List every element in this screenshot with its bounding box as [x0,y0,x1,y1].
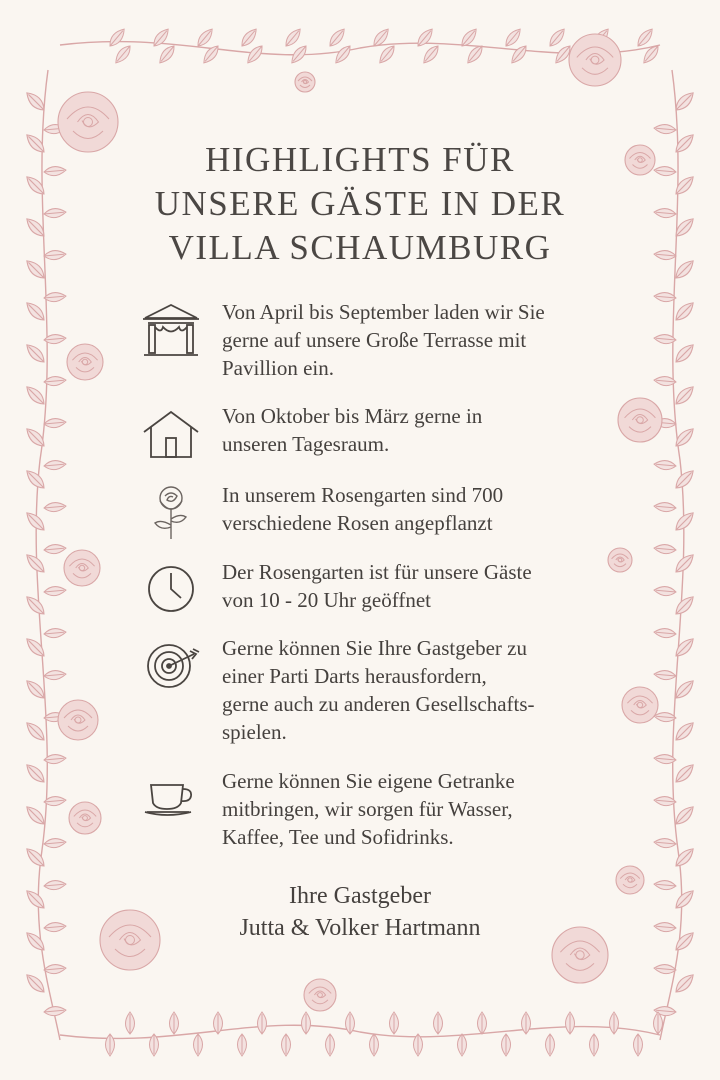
text-line: einer Parti Darts herausfordern, [222,664,487,688]
signature [160,880,560,944]
title-line-1: HIGHLIGHTS FÜR [205,140,515,179]
text-line: verschiedene Rosen angepflanzt [222,511,493,535]
signature-line-2: Jutta & Volker Hartmann [239,915,481,941]
highlight-text [222,558,594,614]
highlight-text [222,402,594,458]
pavilion-icon [140,298,202,360]
text-line: Gerne können Sie Ihre Gastgeber zu [222,636,527,660]
highlight-text [222,767,594,851]
darts-target-icon [140,634,202,696]
text-line: von 10 - 20 Uhr geöffnet [222,588,431,612]
clock-icon [140,558,202,620]
rose-icon [140,481,202,543]
text-line: gerne auf unsere Große Terrasse mit [222,328,527,352]
text-line: Gerne können Sie eigene Getranke [222,769,515,793]
coffee-cup-icon [140,767,202,829]
text-line: Von April bis September laden wir Sie [222,300,545,324]
highlight-text [222,481,594,537]
text-line: In unserem Rosengarten sind 700 [222,483,504,507]
text-line: unseren Tagesraum. [222,432,390,456]
text-line: Der Rosengarten ist für unsere Gäste [222,560,532,584]
page-title [100,138,620,270]
house-icon [140,402,202,464]
text-line: Kaffee, Tee und Sofidrinks. [222,825,454,849]
title-line-2: UNSERE GÄSTE IN DER [154,184,566,223]
text-line: spielen. [222,720,287,744]
text-line: Pavillion ein. [222,356,334,380]
title-line-3: VILLA SCHAUMBURG [168,228,552,267]
signature-line-1: Ihre Gastgeber [289,883,431,909]
text-line: mitbringen, wir sorgen für Wasser, [222,797,513,821]
text-line: gerne auch zu anderen Gesellschafts- [222,692,535,716]
text-line: Von Oktober bis März gerne in [222,404,483,428]
highlight-text [222,634,594,746]
highlight-text [222,298,594,382]
